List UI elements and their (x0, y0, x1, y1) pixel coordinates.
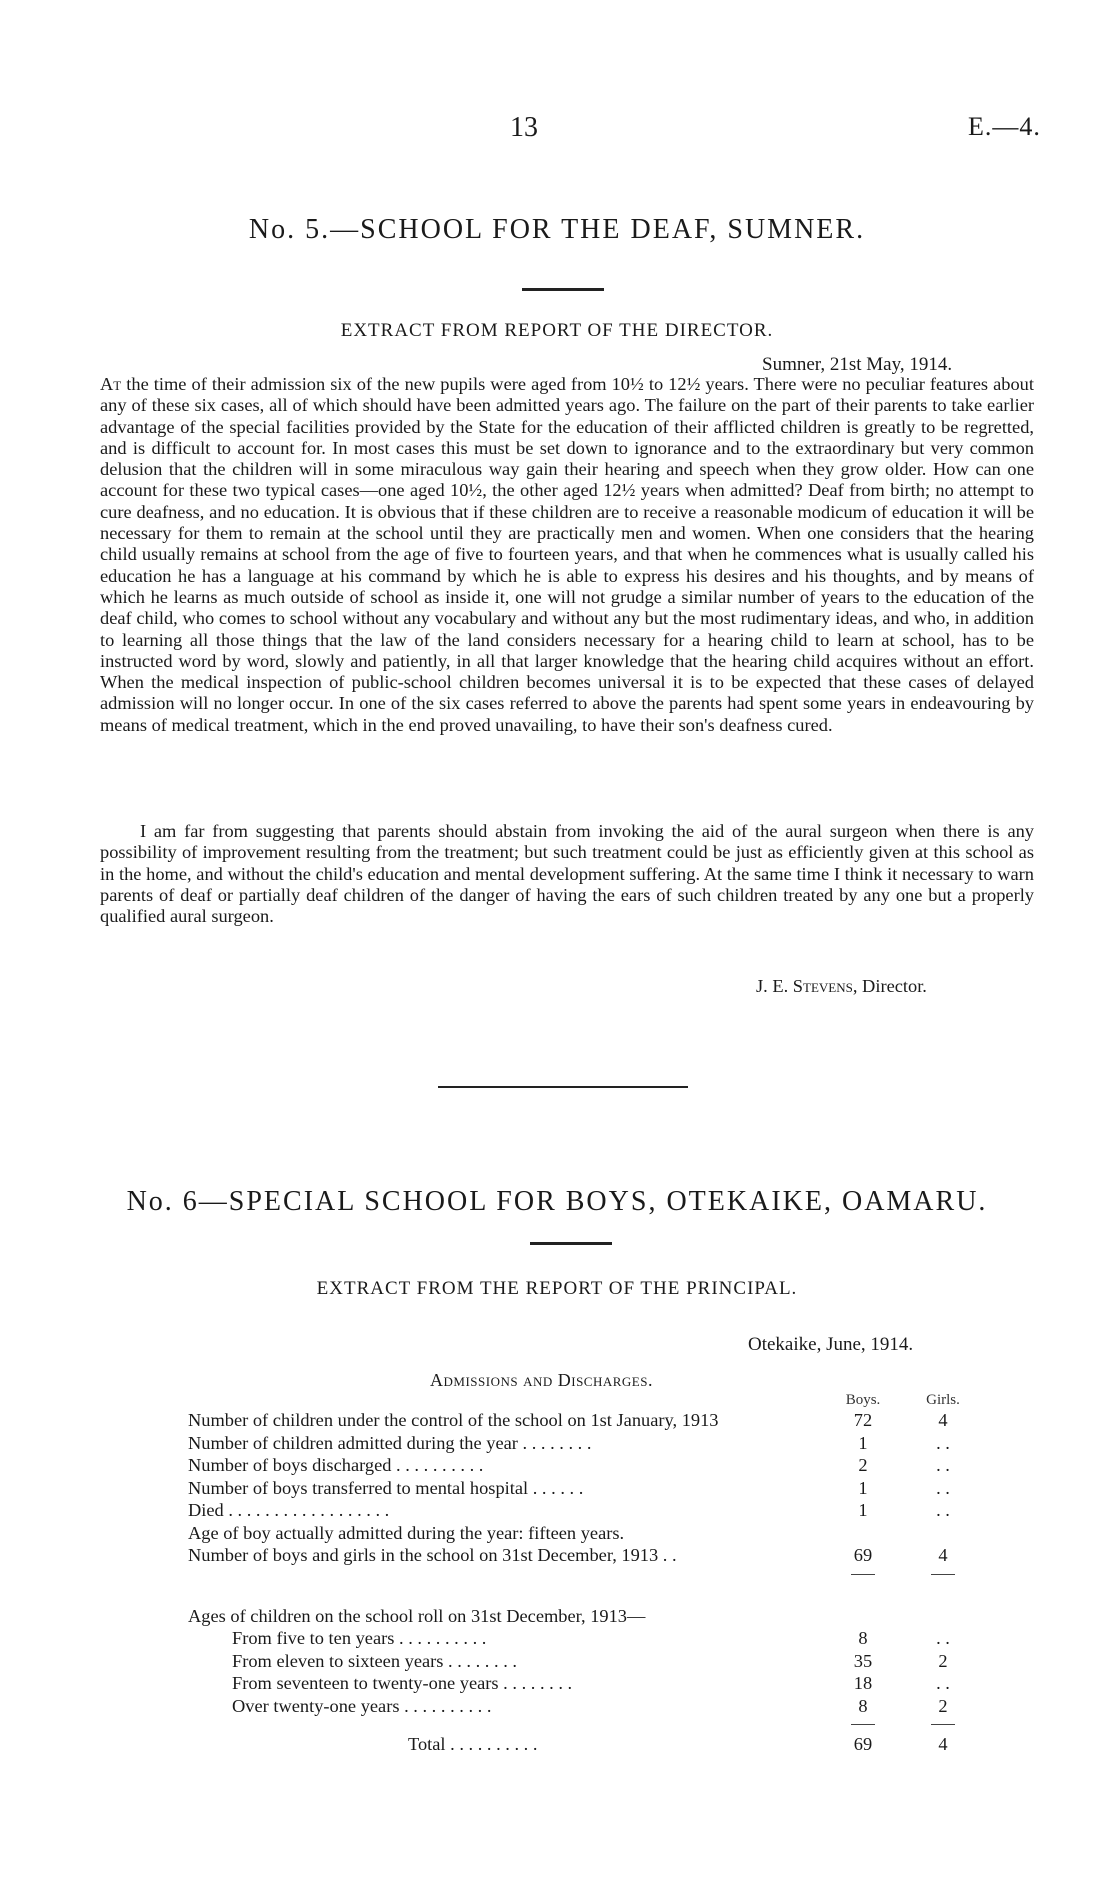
signature-initials: J. E. (756, 976, 789, 996)
boys-value: 18 (853, 1673, 873, 1693)
row-label: From seventeen to twenty-one years . . . . . . . . (232, 1673, 573, 1693)
row-label: Number of children admitted during the year . . . . . . . . (188, 1432, 592, 1453)
table-row (188, 1673, 988, 1696)
girls-value: 2 (938, 1650, 948, 1671)
girls-value: . . (936, 1455, 950, 1475)
row-label: From five to ten years . . . . . . . . . . (232, 1628, 487, 1648)
girls-value: . . (936, 1500, 950, 1520)
ages-heading: Ages of children on the school roll on 31st December, 1913— (188, 1605, 646, 1626)
row-label: Number of children under the control of the school on 1st January, 1913 (188, 1410, 719, 1430)
signature-title: , Director. (852, 976, 927, 996)
column-header-boys: Boys. (845, 1392, 881, 1408)
title-rule (530, 1242, 612, 1245)
girls-value: . . (936, 1432, 950, 1453)
admissions-table (188, 1392, 988, 1757)
boys-value: 1 (858, 1432, 868, 1453)
column-rule (931, 1724, 955, 1725)
table-row (188, 1455, 988, 1478)
row-label: Number of boys discharged . . . . . . . . . . (188, 1455, 484, 1475)
section5-dateline: Sumner, 21st May, 1914. (762, 354, 953, 375)
section5-paragraph-2 (100, 821, 1034, 927)
girls-value: 2 (938, 1695, 948, 1716)
boys-value: 69 (853, 1545, 873, 1565)
column-rule (851, 1724, 875, 1725)
girls-value: . . (936, 1477, 950, 1498)
girls-value: . . (936, 1628, 950, 1648)
table-title: Admissions and Discharges. (430, 1370, 653, 1390)
row-label: Over twenty-one years . . . . . . . . . . (232, 1695, 492, 1716)
table-row (188, 1410, 988, 1433)
paragraph-lead: At (100, 374, 122, 394)
boys-value: 72 (853, 1410, 873, 1430)
girls-value: 4 (938, 1410, 948, 1430)
page-reference: E.—4. (968, 112, 1041, 141)
table-header-row (188, 1392, 988, 1410)
section5-subheading: EXTRACT FROM REPORT OF THE DIRECTOR. (340, 320, 774, 341)
rule-row (188, 1718, 988, 1734)
column-header-girls: Girls. (926, 1392, 960, 1408)
signature-name: Stevens (792, 976, 853, 996)
section6-subheading: EXTRACT FROM THE REPORT OF THE PRINCIPAL. (316, 1278, 798, 1299)
page-number: 13 (510, 112, 538, 143)
total-row (188, 1734, 988, 1757)
row-label: Number of boys and girls in the school on 31st December, 1913 . . (188, 1545, 677, 1565)
paragraph-text: I am far from suggesting that parents should abstain from invoking the aid of the aural surgeon when there is any possibility of improvement resulting from the treatment; but such treatment could be just as efficiently given at this school as in the home, and without the child's education and mental development suffering. At the same time I think it necessary to warn parents of deaf or partially deaf children of the danger of having the ears of such children treated by any one but a properly qualified aural surgeon. (100, 821, 1034, 927)
section6-title: No. 6—SPECIAL SCHOOL FOR BOYS, OTEKAIKE, OAMARU. (126, 1186, 988, 1217)
boys-value: 8 (858, 1695, 868, 1716)
section5-paragraph-1 (100, 374, 1034, 736)
row-label: Died . . . . . . . . . . . . . . . . . . (188, 1500, 390, 1520)
table-row (188, 1478, 988, 1501)
table-row (188, 1433, 988, 1456)
girls-value: . . (936, 1673, 950, 1693)
title-rule (522, 288, 604, 291)
section5-title: No. 5.—SCHOOL FOR THE DEAF, SUMNER. (248, 214, 866, 245)
boys-value: 35 (853, 1650, 873, 1671)
table-row (188, 1651, 988, 1674)
row-label: From eleven to sixteen years . . . . . . . . (232, 1650, 517, 1671)
paragraph-text: the time of their admission six of the new pupils were aged from 10½ to 12½ years. There were no peculiar features about any of these six cases, all of which should have been admitted years ago. The failure on the part of their parents to take earlier advantage of the special facilities provided by the State for the education of their afflicted children is greatly to be regretted, and is difficult to account for. In most cases this must be set down to ignorance and to the extraordinary but very common delusion that the children will in some miraculous way gain their hearing and speech when they grow older. How can one account for these two typical cases—one aged 10½, the other aged 12½ years when admitted? Deaf from birth; no attempt to cure deafness, and no education. It is obvious that if these children are to receive a reasonable modicum of education it will be necessary for them to remain at the school until they are practically men and women. When one considers that the hearing child usually remains at school from the age of five to fourteen years, and that when he commences what is usually called his education he has a language at his command by which he is able to express his desires and his thoughts, and by means of which he learns as much outside of school as inside it, one will not grudge a similar number of years to the education of the deaf child, who comes to school without any vocabulary and without any but the most rudimentary ideas, and who, in addition to learning all those things that the law of the land considers necessary for a hearing child to learn at school, has to be instructed word by word, slowly and patiently, in all that larger knowledge that the hearing child acquires without an effort. When the medical inspection of public-school children becomes universal it is to be expected that these cases of delayed admission will no longer occur. In one of the six cases referred to above the parents had spent some years in endeavouring by means of medical treatment, which in the end proved unavailing, to have their son's deafness cured. (100, 374, 1034, 735)
total-boys: 69 (853, 1734, 873, 1754)
table-row (188, 1696, 988, 1719)
signature (756, 976, 927, 997)
row-label: Age of boy actually admitted during the year: fifteen years. (188, 1522, 625, 1543)
row-label: Number of boys transferred to mental hospital . . . . . . (188, 1477, 584, 1498)
rule-row (188, 1568, 988, 1584)
table-row (188, 1523, 988, 1546)
boys-value: 2 (858, 1455, 868, 1475)
section6-dateline: Otekaike, June, 1914. (748, 1334, 914, 1355)
column-rule (931, 1574, 955, 1575)
girls-value: 4 (938, 1545, 948, 1565)
total-girls: 4 (938, 1734, 948, 1754)
table-row (188, 1628, 988, 1651)
table-row (188, 1545, 988, 1568)
ages-heading-row (188, 1606, 988, 1629)
section-divider (438, 1086, 688, 1088)
table-row (188, 1500, 988, 1523)
boys-value: 1 (858, 1477, 868, 1498)
boys-value: 8 (858, 1628, 868, 1648)
total-label: Total . . . . . . . . . . (408, 1734, 538, 1754)
boys-value: 1 (858, 1500, 868, 1520)
column-rule (851, 1574, 875, 1575)
